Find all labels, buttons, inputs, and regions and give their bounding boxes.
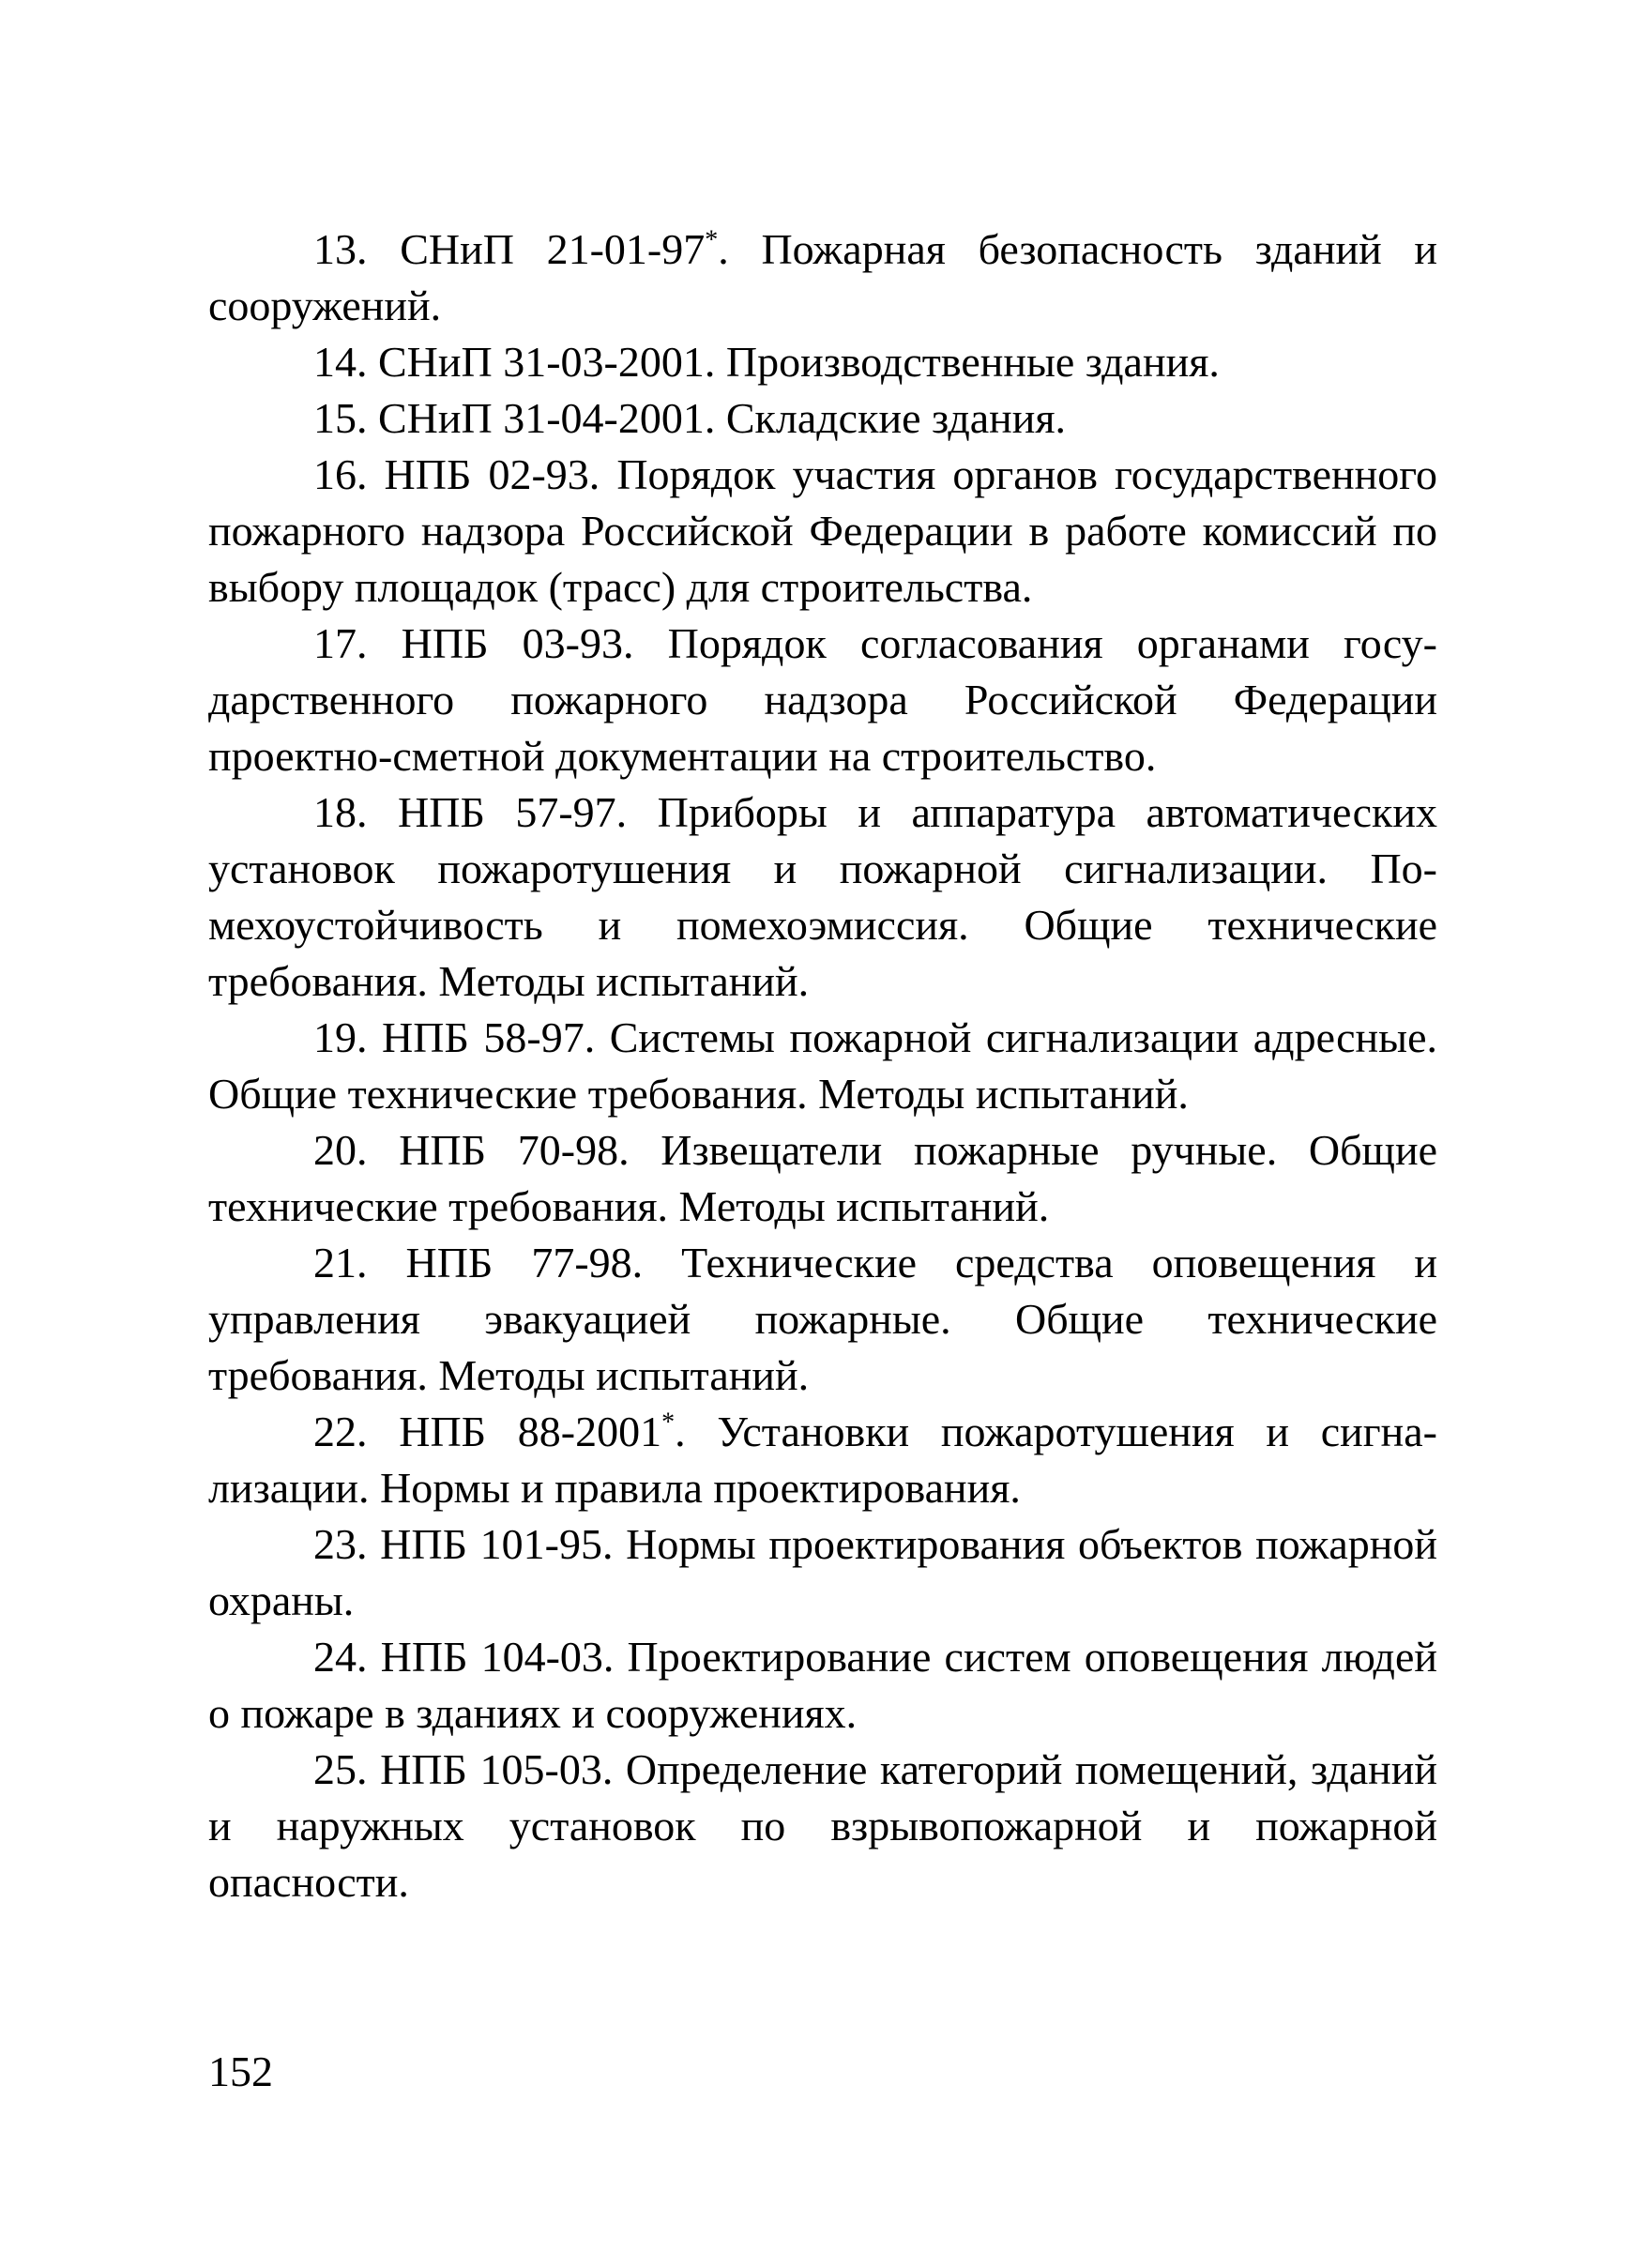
reference-text: 21. НПБ 77-98. Технические средства оповещения и управления эвакуацией пожарные. Общие технические требования. Методы испытаний. [208,1239,1437,1399]
reference-text: 16. НПБ 02-93. Порядок участия органов государственного пожарного надзора Российской Федерации в работе комиссий по выбору площадок (трасс) для строительства. [208,450,1437,611]
reference-item-19 [208,1010,1437,1122]
reference-text: 18. НПБ 57-97. Приборы и аппаратура автоматических установок пожаротушения и пожарной сигнализации. Помехоустойчивость и помехоэмиссия. Общие технические требования. Методы испытаний. [208,788,1437,1005]
reference-item-17 [208,616,1437,784]
reference-item-25 [208,1742,1437,1910]
reference-item-13 [208,221,1437,334]
reference-text: 25. НПБ 105-03. Определение категорий помещений, зданий и наружных установок по взрывопожарной и пожарной опасности. [208,1745,1437,1906]
asterisk-marker: * [705,225,719,255]
reference-text: 14. СНиП 31-03-2001. Производственные здания. [313,338,1220,386]
reference-item-16 [208,447,1437,616]
reference-text: 24. НПБ 104-03. Проектирование систем оповещения людей о пожаре в зданиях и сооружениях. [208,1633,1437,1737]
reference-item-15 [208,390,1437,447]
reference-text: 20. НПБ 70-98. Извещатели пожарные ручные. Общие технические требования. Методы испытаний. [208,1126,1437,1230]
asterisk-marker: * [661,1408,676,1438]
reference-text-continued: . Пожарная безопасность зданий и сооружений. [208,225,1437,329]
reference-item-20 [208,1122,1437,1235]
page-number: 152 [208,2047,273,2095]
reference-text-continued: . Установки пожаротушения и сигнализации. Нормы и правила проектирования. [208,1408,1437,1512]
references-list [208,221,1437,1910]
reference-item-21 [208,1235,1437,1404]
reference-item-18 [208,784,1437,1010]
reference-item-14 [208,334,1437,390]
reference-item-23 [208,1516,1437,1629]
reference-item-24 [208,1629,1437,1742]
reference-text: 19. НПБ 58-97. Системы пожарной сигнализации адресные. Общие технические требования. Методы испытаний. [208,1013,1437,1118]
reference-text: 22. НПБ 88-2001 [313,1408,662,1455]
reference-text: 15. СНиП 31-04-2001. Складские здания. [313,394,1067,442]
reference-text: 23. НПБ 101-95. Нормы проектирования объектов пожарной охраны. [208,1520,1437,1624]
reference-text: 13. СНиП 21-01-97 [313,225,706,273]
reference-text: 17. НПБ 03-93. Порядок согласования органами государственного пожарного надзора Российской Федерации проектно-сметной документации на строительство. [208,619,1437,780]
reference-item-22 [208,1404,1437,1516]
